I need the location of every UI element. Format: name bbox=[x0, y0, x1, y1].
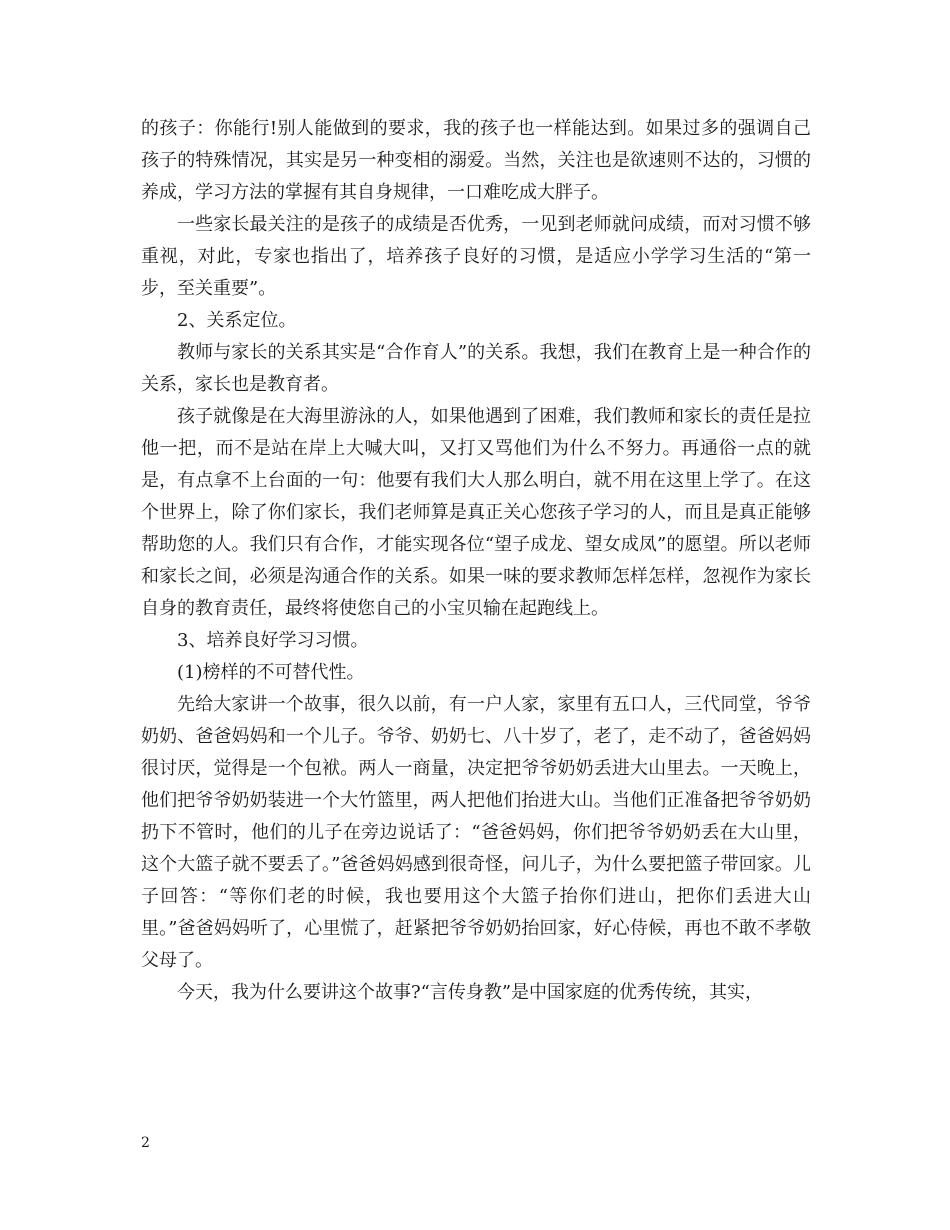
paragraph: 先给大家讲一个故事，很久以前，有一户人家，家里有五口人，三代同堂，爷爷奶奶、爸爸妈妈和一个儿子。爷爷、奶奶七、八十岁了，老了，走不动了，爸爸妈妈很讨厌，觉得是一个包袱。两人一商量，决定把爷爷奶奶丢进大山里去。一天晚上，他们把爷爷奶奶装进一个大竹篮里，两人把他们抬进大山。当他们正准备把爷爷奶奶扔下不管时，他们的儿子在旁边说话了：“爸爸妈妈，你们把爷爷奶奶丢在大山里，这个大篮子就不要丢了。”爸爸妈妈感到很奇怪，问儿子，为什么要把篮子带回家。儿子回答：“等你们老的时候，我也要用这个大篮子抬你们进山，把你们丢进大山里。”爸爸妈妈听了，心里慌了，赶紧把爷爷奶奶抬回家，好心侍候，再也不敢不孝敬父母了。 bbox=[141, 694, 811, 971]
paragraph: 一些家长最关注的是孩子的成绩是否优秀，一见到老师就问成绩，而对习惯不够重视，对此，专家也指出了，培养孩子良好的习惯，是适应小学学习生活的“第一步，至关重要”。 bbox=[141, 214, 811, 299]
section-heading: 3、培养良好学习习惯。 bbox=[177, 630, 369, 651]
paragraph: 教师与家长的关系其实是“合作育人”的关系。我想，我们在教育上是一种合作的关系，家长也是教育者。 bbox=[141, 342, 811, 395]
document-body bbox=[141, 113, 811, 1009]
section-heading: 2、关系定位。 bbox=[177, 310, 297, 331]
subsection-heading: (1)榜样的不可替代性。 bbox=[177, 662, 365, 683]
paragraph: 孩子就像是在大海里游泳的人，如果他遇到了困难，我们教师和家长的责任是拉他一把，而不是站在岸上大喊大叫，又打又骂他们为什么不努力。再通俗一点的就是，有点拿不上台面的一句：他要有我们大人那么明白，就不用在这里上学了。在这个世界上，除了你们家长，我们老师算是真正关心您孩子学习的人，而且是真正能够帮助您的人。我们只有合作，才能实现各位“望子成龙、望女成凤”的愿望。所以老师和家长之间，必须是沟通合作的关系。如果一味的要求教师怎样怎样，忽视作为家长自身的教育责任，最终将使您自己的小宝贝输在起跑线上。 bbox=[141, 406, 811, 619]
paragraph: 今天，我为什么要讲这个故事?“言传身教”是中国家庭的优秀传统，其实， bbox=[177, 982, 764, 1003]
page-number: 2 bbox=[141, 1135, 150, 1151]
paragraph: 的孩子：你能行!别人能做到的要求，我的孩子也一样能达到。如果过多的强调自己孩子的特殊情况，其实是另一种变相的溺爱。当然，关注也是欲速则不达的，习惯的养成，学习方法的掌握有其自身规律，一口难吃成大胖子。 bbox=[141, 118, 811, 203]
